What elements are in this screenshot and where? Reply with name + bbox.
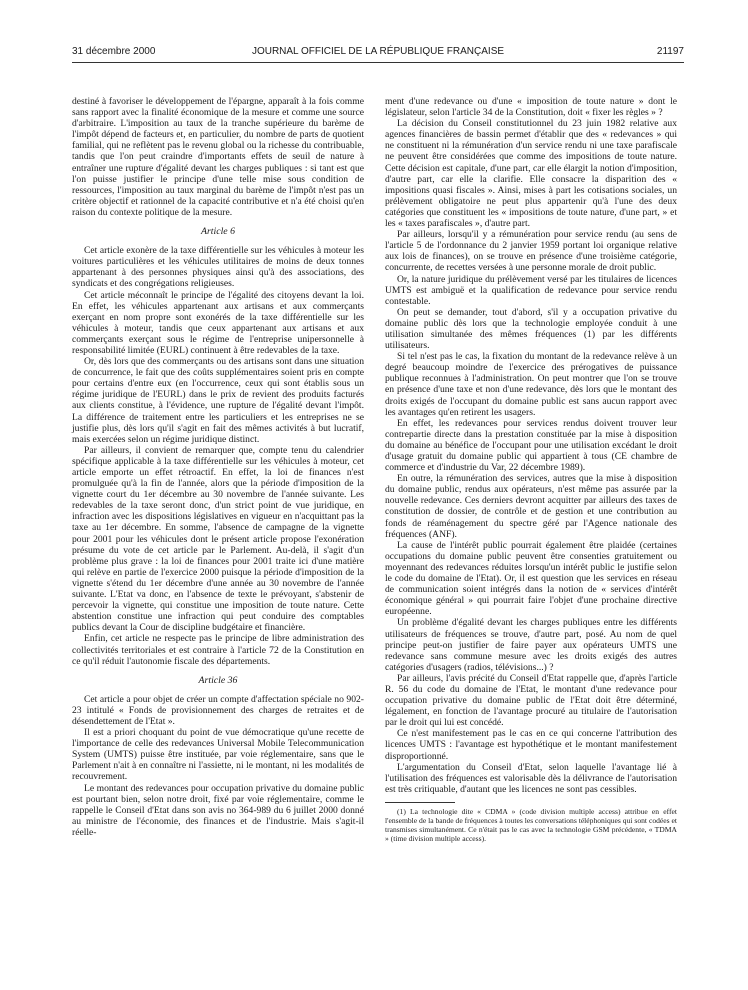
footnote-text: (1) La technologie dite « CDMA » (code division multiple access) attribue en effet l'ensemble de la bande de fréquences à toutes les conversations téléphoniques qui sont codées et transmises simultanément. Ce n'était pas le cas avec la technologie GSM précédente, « TDMA » (time division multiple access). bbox=[385, 806, 677, 843]
left-column bbox=[72, 96, 364, 838]
paragraph: Or, la nature juridique du prélèvement versé par les titulaires de licences UMTS est ambiguë et la qualification de redevance pour service rendu contestable. bbox=[385, 273, 677, 307]
paragraph: Enfin, cet article ne respecte pas le principe de libre administration des collectivités territoriales et est contraire à l'article 72 de la Constitution en ce qu'il réduit l'autonomie fiscale des départements. bbox=[72, 633, 364, 667]
paragraph: Si tel n'est pas le cas, la fixation du montant de la redevance relève à un degré beaucoup moindre de l'exercice des prérogatives de puissance publique reconnues à l'administration. On peut montrer que l'on se trouve en présence d'une taxe et non d'une redevance, dès lors que le montant des droits exigés de l'occupant du domaine public est sans aucun rapport avec les avantages qu'en retirent les usagers. bbox=[385, 351, 677, 418]
header-rule bbox=[72, 62, 684, 63]
paragraph: Ce n'est manifestement pas le cas en ce qui concerne l'attribution des licences UMTS : l'avantage est hypothétique et le montant manifestement disproportionné. bbox=[385, 728, 677, 762]
paragraph: La cause de l'intérêt public pourrait également être plaidée (certaines occupations du domaine public peuvent être consenties gratuitement ou moyennant des redevances réduites lorsqu'un intérêt public le justifie selon le code du domaine de l'Etat). Or, il est question que les services en réseau de communication soient intégrés dans la notion de « services d'intérêt économique général » qui pourrait faire l'objet d'une prochaine directive européenne. bbox=[385, 539, 677, 618]
paragraph: Par ailleurs, l'avis précité du Conseil d'Etat rappelle que, d'après l'article R. 56 du code du domaine de l'Etat, le montant d'une redevance pour occupation privative du domaine public de l'Etat doit être déterminé, légalement, en fonction de l'avantage procuré au titulaire de l'autorisation par le droit qui lui est concédé. bbox=[385, 672, 677, 729]
article-6-heading: Article 6 bbox=[200, 226, 235, 238]
paragraph: L'argumentation du Conseil d'Etat, selon laquelle l'avantage lié à l'utilisation des fréquences est valorisable dès la délivrance de l'autorisation est très critiquable, d'autant que les licences ne sont pas cessibles. bbox=[385, 761, 677, 795]
paragraph: En outre, la rémunération des services, autres que la mise à disposition du domaine public, rendus aux opérateurs, n'est même pas assurée par la nouvelle redevance. Ces derniers devront acquitter par ailleurs des taxes de constitution de dossier, de contrôle et de gestion et une contribution au fonds de réaménagement du spectre géré par l'Agence nationale des fréquences (ANF). bbox=[385, 473, 677, 540]
article-36-heading: Article 36 bbox=[198, 674, 238, 686]
paragraph: Un problème d'égalité devant les charges publiques entre les différents utilisateurs de fréquences se trouve, d'autre part, posé. Au nom de quel principe peut-on justifier de faire payer aux opérateurs UMTS une redevance sans commune mesure avec les droits exigés des autres catégories d'usagers (radios, télévisions...) ? bbox=[385, 617, 677, 673]
footnote bbox=[385, 807, 677, 843]
paragraph: ment d'une redevance ou d'une « imposition de toute nature » dont le législateur, selon l'article 34 de la Constitution, doit « fixer les règles » ? bbox=[385, 96, 677, 119]
right-column bbox=[385, 96, 677, 843]
paragraph: Par ailleurs, il convient de remarquer que, compte tenu du calendrier spécifique applicable à la taxe différentielle sur les véhicules à moteur, cet article emporte un effet rétroactif. En effet, la loi de finances n'est promulguée qu'à la fin de l'année, alors que la période d'imposition de la vignette court du 1er décembre au 30 novembre de l'année suivante. Les redevables de la taxe seront donc, d'un strict point de vue juridique, en infraction avec les dispositions législatives en vigueur en n'acquittant pas la taxe au 1er décembre. En somme, l'absence de campagne de la vignette pour 2001 pour les véhicules dont le présent article propose l'exonération présume du vote de cet article par le Parlement. Au-delà, il s'agit d'un problème plus grave : la loi de finances pour 2001 traite ici d'une matière qui relève en partie de l'exercice 2000 puisque la période d'imposition de la vignette s'étend du 1er décembre d'une année au 30 novembre de l'année suivante. L'Etat va donc, en l'absence de texte le prévoyant, s'abstenir de percevoir la vignette, qui constitue une imposition de toute nature. Cette abstention constitue une infraction qui peut conduire des comptables publics devant la Cour de discipline budgétaire et financière. bbox=[72, 444, 364, 634]
paragraph: Or, dès lors que des commerçants ou des artisans sont dans une situation de concurrence, le fait que des coûts supplémentaires soient pris en compte pour certains d'entre eux (en l'occurrence, ceux qui sont établis sous un régime juridique de l'EURL) dans le prix de revient des produits facturés aux clients constitue, à l'évidence, une rupture de l'égalité devant l'impôt. La différence de traitement entre les particuliers et les entreprises ne se justifie plus, dès lors qu'il s'agit en fait des mêmes activités à but lucratif, mais exercées selon un régime juridique distinct. bbox=[72, 356, 364, 445]
header-journal-title: JOURNAL OFFICIEL DE LA RÉPUBLIQUE FRANÇAISE bbox=[251, 46, 505, 57]
paragraph: On peut se demander, tout d'abord, s'il y a occupation privative du domaine public dès lors que la technologie employée conduit à une utilisation simultanée des mêmes fréquences (1) par les différents utilisateurs. bbox=[385, 306, 677, 352]
page-header bbox=[72, 46, 684, 60]
paragraph: En effet, les redevances pour services rendus doivent trouver leur contrepartie directe dans la prestation constituée par la mise à disposition du domaine au bénéfice de l'occupant pour une utilisation excédant le droit d'usage gratuit du domaine public qui appartient à tous (CE chambre de commerce et d'industrie du Var, 22 décembre 1989). bbox=[385, 417, 677, 474]
paragraph: Par ailleurs, lorsqu'il y a rémunération pour service rendu (au sens de l'article 5 de l'ordonnance du 2 janvier 1959 portant loi organique relative aux lois de finances), on se trouve en présence d'une troisième catégorie, concurrente, de recettes versées à une personne morale de droit public. bbox=[385, 229, 677, 274]
paragraph: destiné à favoriser le développement de l'épargne, apparaît à la fois comme sans rapport avec la finalité économique de la mesure et comme une source d'arbitraire. L'imposition au taux de la tranche supérieure du barème de l'impôt dépend de facteurs et, en particulier, du nombre de parts de quotient familial, qui ne reflètent pas le revenu global ou la richesse du contribuable, tandis que l'on peut craindre d'importants effets de seuil de nature à entraîner une rupture d'égalité devant les charges publiques : si tant est que l'on puisse justifier le principe d'une telle mise sous condition de ressources, l'imposition au taux marginal du barème de l'impôt n'est pas un critère objectif et rationnel de la capacité contributive et n'a été choisi qu'en raison du contexte politique de la mesure. bbox=[72, 96, 364, 218]
footnote-rule bbox=[385, 802, 455, 803]
paragraph: Cet article méconnaît le principe de l'égalité des citoyens devant la loi. En effet, les véhicules appartenant aux artisans et aux commerçants exerçant en nom propre sont exonérés de la taxe différentielle sur les véhicules à moteur, tandis que ceux appartenant aux artisans et aux commerçants exerçant sous le régime de l'entreprise unipersonnelle à responsabilité limitée (EURL) continuent à être redevables de la taxe. bbox=[72, 289, 364, 356]
header-page-number: 21197 bbox=[656, 46, 684, 57]
paragraph: Cet article a pour objet de créer un compte d'affectation spéciale no 902-23 intitulé « Fonds de provisionnement des charges de retraites et de désendettement de l'Etat ». bbox=[72, 693, 364, 727]
paragraph: La décision du Conseil constitutionnel du 23 juin 1982 relative aux agences financières de bassin permet d'établir que des « redevances » qui ne constituent ni la rémunération d'un service rendu ni une taxe parafiscale ne peuvent être considérées que comme des impositions de toute nature. Cette décision est capitale, d'une part, car elle élargit la notion d'imposition, d'autre part, car elle la clarifie. Elle consacre la disparition des « impositions quasi fiscales ». Ainsi, mises à part les cotisations sociales, un prélèvement obligatoire ne peut plus appartenir qu'à l'une des deux catégories que constituent les « impositions de toute nature, d'une part, » et les « taxes parafiscales », d'autre part. bbox=[385, 118, 677, 230]
paragraph: Cet article exonère de la taxe différentielle sur les véhicules à moteur les voitures particulières et les véhicules utilitaires de moins de deux tonnes appartenant à des personnes physiques ainsi qu'à des associations, des syndicats et des congrégations religieuses. bbox=[72, 245, 364, 290]
paragraph: Le montant des redevances pour occupation privative du domaine public est pourtant bien, selon notre droit, fixé par voie réglementaire, comme le rappelle le Conseil d'Etat dans son avis no 364-989 du 6 juillet 2000 donné au ministre de l'économie, des finances et de l'industrie. Mais s'agit-il réelle- bbox=[72, 782, 364, 838]
header-date: 31 décembre 2000 bbox=[72, 46, 156, 57]
paragraph: Il est a priori choquant du point de vue démocratique qu'une recette de l'importance de celle des redevances Universal Mobile Telecommunication System (UMTS) puisse être instituée, par voie réglementaire, sans que le Parlement n'ait à en connaître ni l'assiette, ni le montant, ni les modalités de recouvrement. bbox=[72, 727, 364, 783]
